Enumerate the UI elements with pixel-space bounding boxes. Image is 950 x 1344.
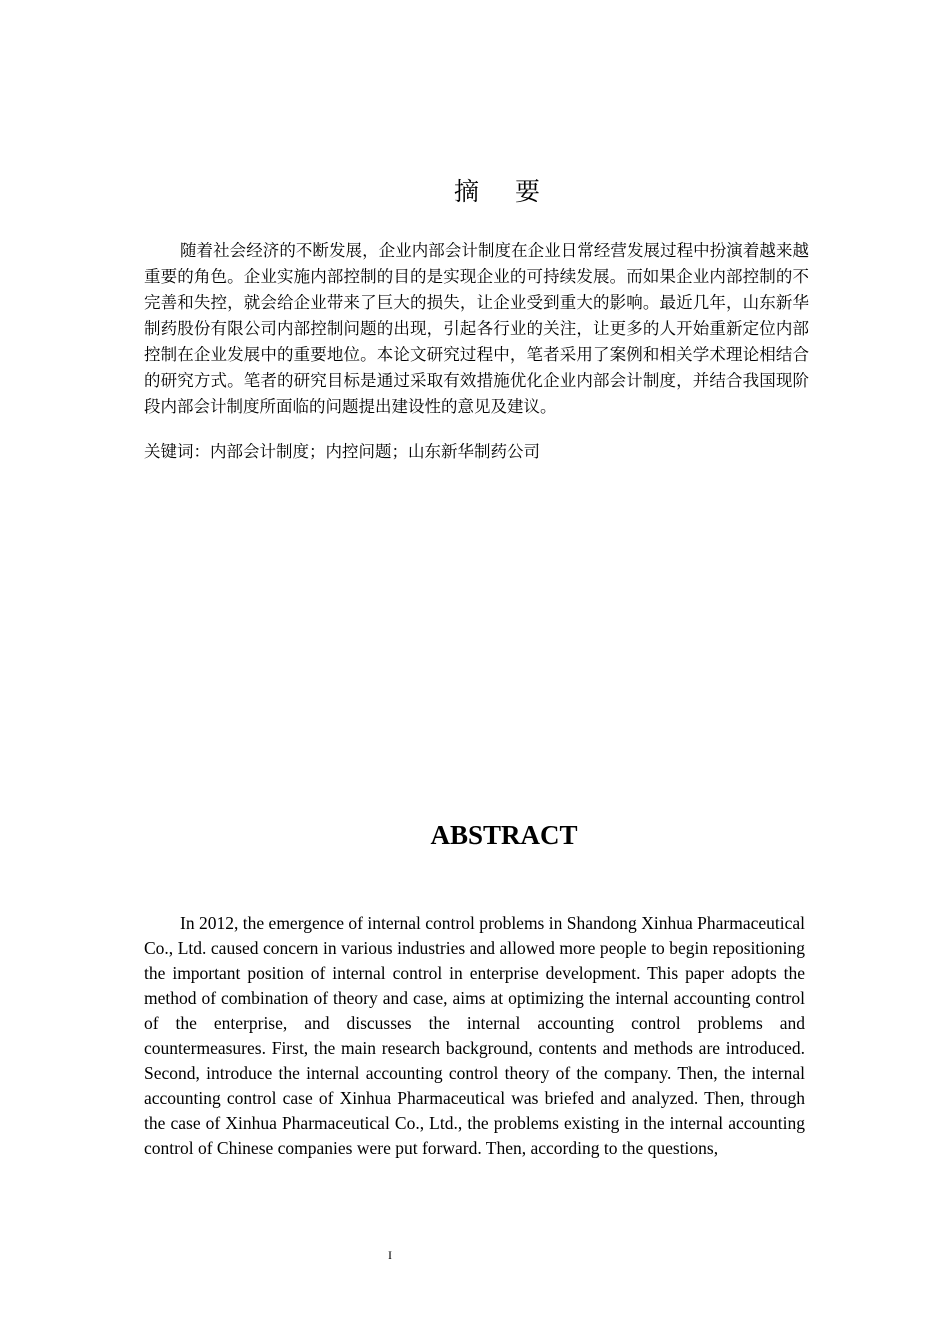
- english-abstract-title: ABSTRACT: [430, 820, 578, 850]
- page-number: I: [388, 1248, 392, 1262]
- keywords-label: 关键词：: [144, 442, 210, 461]
- chinese-abstract-body: 随着社会经济的不断发展，企业内部会计制度在企业日常经营发展过程中扮演着越来越重要的角色。企业实施内部控制的目的是实现企业的可持续发展。而如果企业内部控制的不完善和失控，就会给企业带来了巨大的损失，让企业受到重大的影响。最近几年，山东新华制药股份有限公司内部控制问题的出现，引起各行业的关注，让更多的人开始重新定位内部控制在企业发展中的重要地位。本论文研究过程中，笔者采用了案例和相关学术理论相结合的研究方式。笔者的研究目标是通过采取有效措施优化企业内部会计制度，并结合我国现阶段内部会计制度所面临的问题提出建设性的意见及建议。: [144, 241, 809, 416]
- keywords-value: 内部会计制度；内控问题；山东新华制药公司: [210, 442, 540, 461]
- english-abstract-body: In 2012, the emergence of internal control problems in Shandong Xinhua Pharmaceutical Co., Ltd. caused concern in various industries and allowed more people to begin repositioning the important position of internal control in enterprise development. This paper adopts the method of combination of theory and case, aims at optimizing the internal accounting control of the enterprise, and discusses the internal accounting control problems and countermeasures. First, the main research background, contents and methods are introduced. Second, introduce the internal accounting control theory of the company. Then, the internal accounting control case of Xinhua Pharmaceutical was briefed and analyzed. Then, through the case of Xinhua Pharmaceutical Co., Ltd., the problems existing in the internal accounting control of Chinese companies were put forward. Then, according to the questions,: [144, 913, 805, 1158]
- chinese-abstract-title: 摘 要: [454, 177, 554, 206]
- chinese-keywords: [144, 440, 540, 464]
